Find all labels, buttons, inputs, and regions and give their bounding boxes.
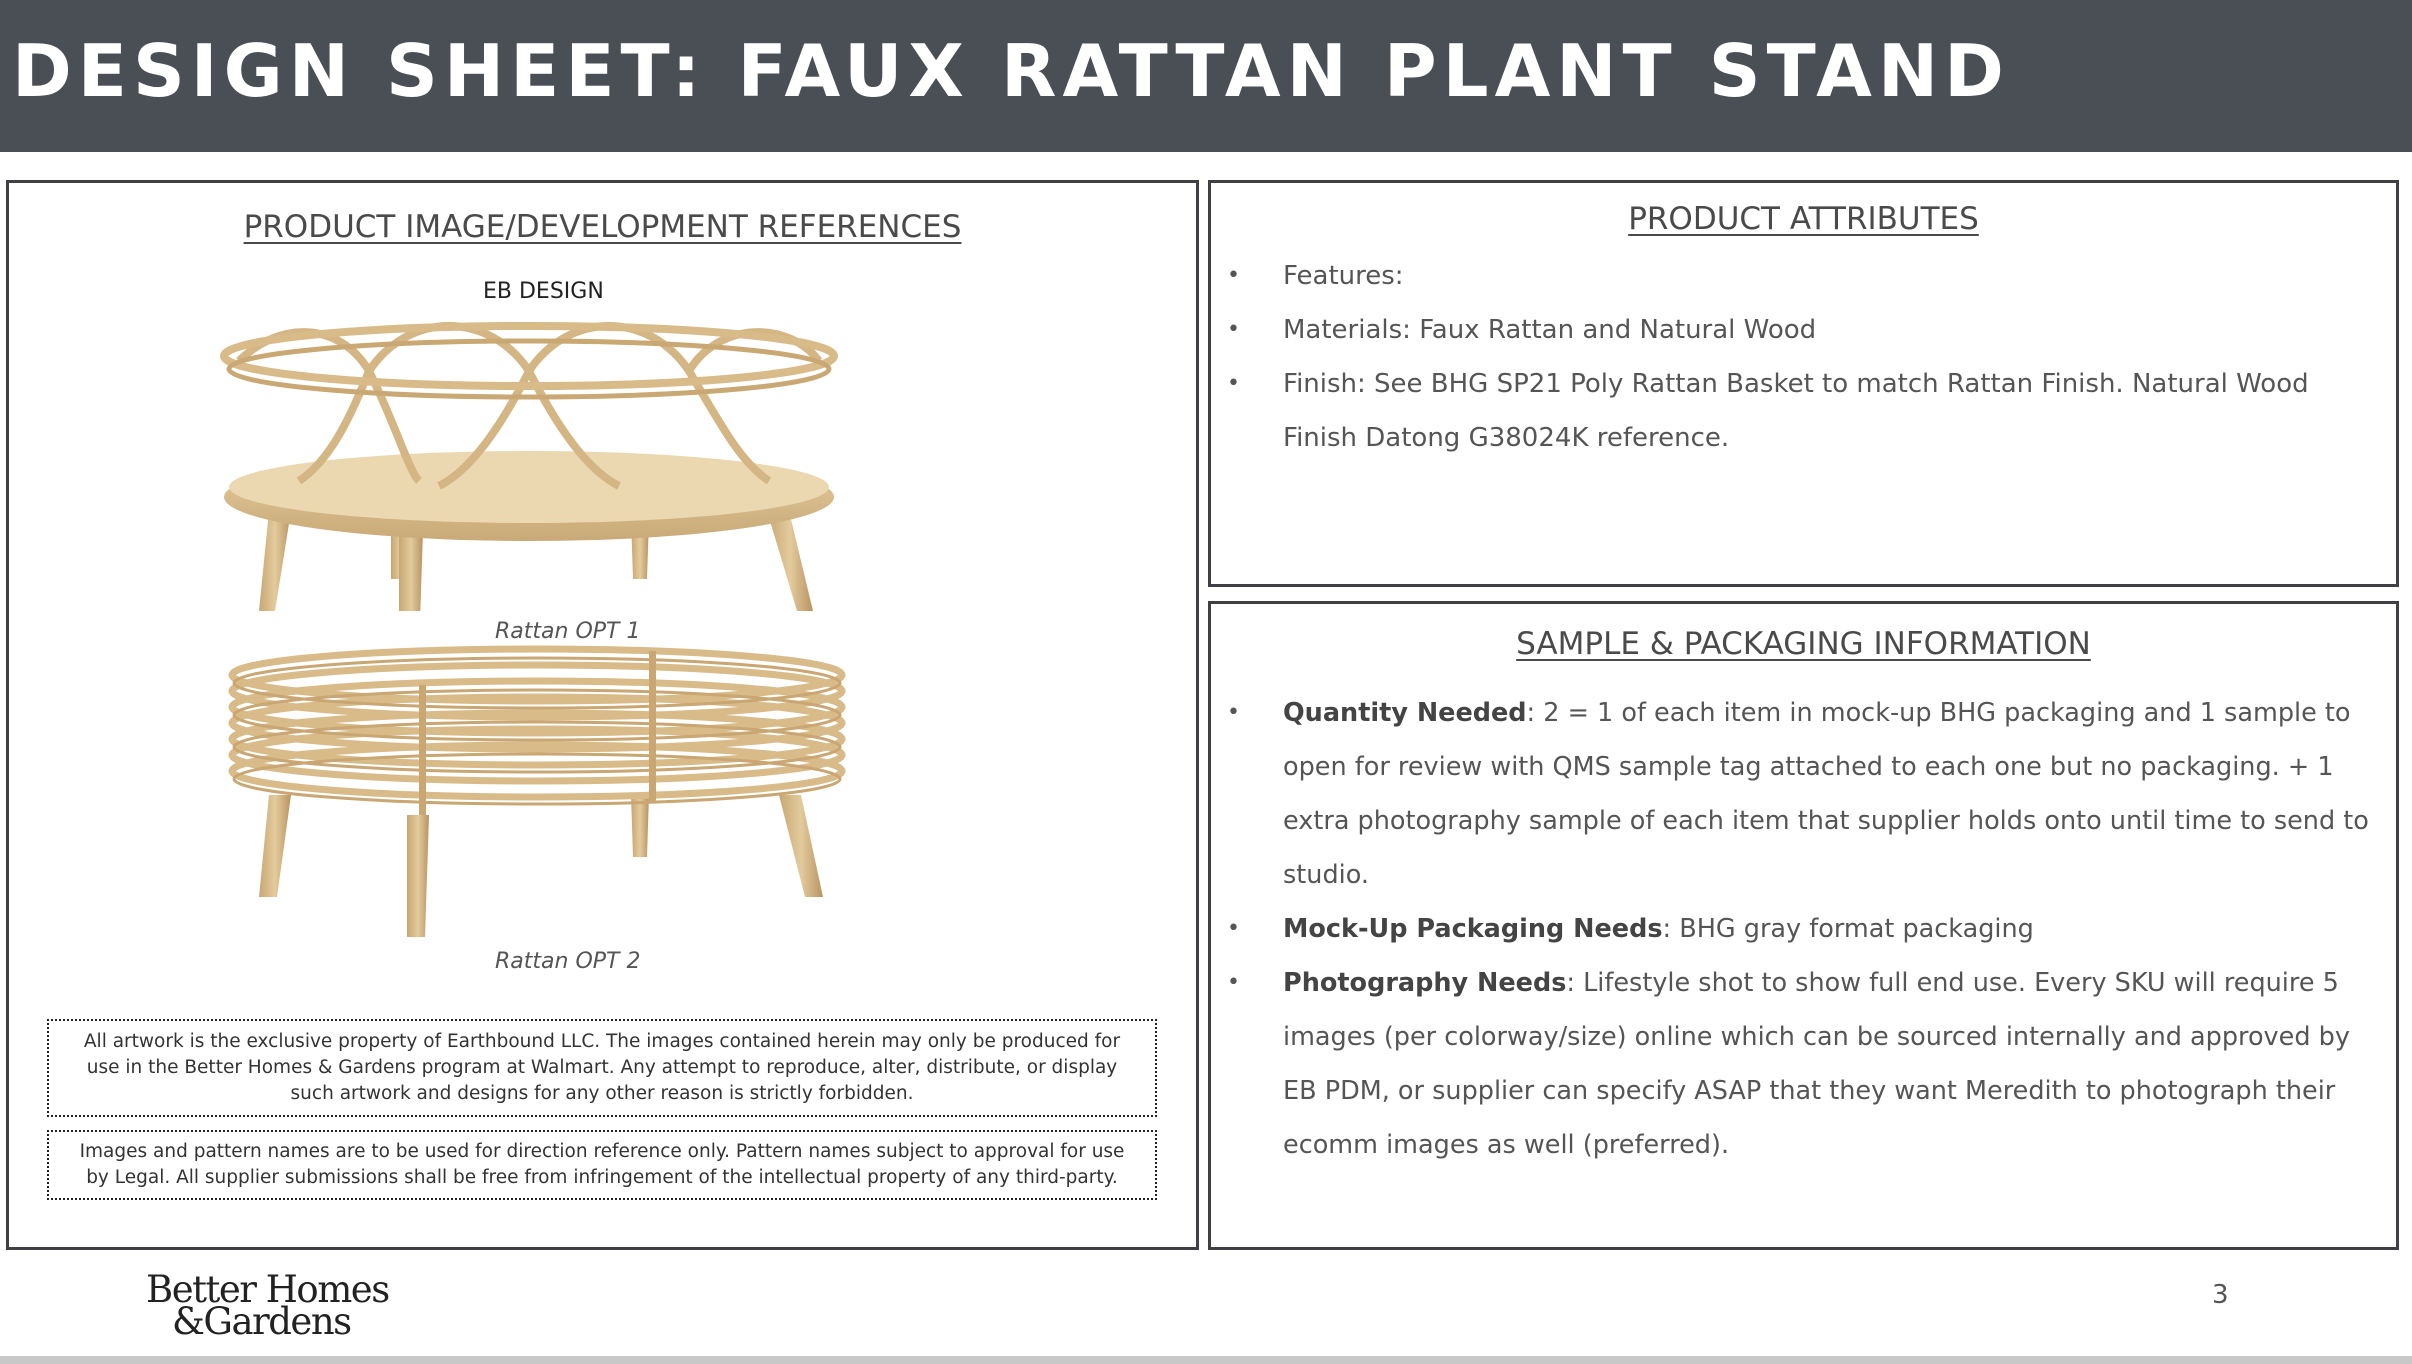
bullet-icon: • [1227,371,1240,396]
references-heading: PRODUCT IMAGE/DEVELOPMENT REFERENCES [243,209,962,245]
eb-design-label: EB DESIGN [483,279,604,304]
list-item [1211,249,2376,303]
product-references-panel [6,180,1199,1250]
bullet-icon: • [1227,700,1240,725]
better-homes-gardens-logo [146,1268,389,1343]
caption-option-1: Rattan OPT 1 [495,619,641,644]
sample-item-text: : Lifestyle shot to show full end use. Every SKU will require 5 images (per colorway/size) online which can be sourced internally and approved by EB PDM, or supplier can specify ASAP that they want Meredith to photograph their ecomm images as well (preferred). [1283,968,2350,1160]
bullet-icon: • [1227,916,1240,941]
sample-item-text: : BHG gray format packaging [1662,914,2034,944]
list-item [1211,902,2370,956]
bullet-icon: • [1227,263,1240,288]
attribute-text: Materials: Faux Rattan and Natural Wood [1283,315,1817,345]
page-number: 3 [2212,1280,2229,1310]
list-item [1211,956,2370,1172]
caption-option-2: Rattan OPT 2 [495,949,641,974]
sample-item-text: : 2 = 1 of each item in mock-up BHG packaging and 1 sample to open for review with QMS sample tag attached to each one but no packaging. + 1 extra photography sample of each item that supplier holds onto until time to send to studio. [1283,698,2369,890]
product-attributes-panel [1208,180,2399,587]
attributes-heading: PRODUCT ATTRIBUTES [1628,201,1979,237]
logo-line-2: &Gardens [172,1300,351,1343]
bottom-divider [0,1356,2412,1364]
sample-item-label: Mock-Up Packaging Needs [1283,914,1663,944]
attribute-text: Finish: See BHG SP21 Poly Rattan Basket to match Rattan Finish. Natural Wood Finish Datong G38024K reference. [1283,369,2309,453]
artwork-ownership-notice: All artwork is the exclusive property of Earthbound LLC. The images contained herein may only be produced for use in the Better Homes & Gardens program at Walmart. Any attempt to reproduce, alter, distribute, or display such artwork and designs for any other reason is strictly forbidden. [47,1019,1157,1117]
sample-packaging-panel [1208,601,2399,1250]
rattan-plant-stand-loop-image [219,311,849,611]
sample-item-label: Quantity Needed [1283,698,1527,728]
sample-heading: SAMPLE & PACKAGING INFORMATION [1516,626,2091,662]
attribute-text: Features: [1283,261,1404,291]
bullet-icon: • [1227,970,1240,995]
logo-line-1: Better Homes [146,1268,389,1311]
page-title: DESIGN SHEET: FAUX RATTAN PLANT STAND [12,29,2010,113]
reference-use-notice: Images and pattern names are to be used for direction reference only. Pattern names subject to approval for use by Legal. All supplier submissions shall be free from infringement of the intellectual property of any third-party. [47,1130,1157,1200]
sample-list [1211,686,2370,1172]
header-bar [0,0,2412,152]
bullet-icon: • [1227,317,1240,342]
attributes-list [1211,249,2376,465]
list-item [1211,303,2376,357]
list-item [1211,686,2370,902]
list-item [1211,357,2376,465]
sample-item-label: Photography Needs [1283,968,1567,998]
rattan-plant-stand-banded-image [219,645,849,945]
